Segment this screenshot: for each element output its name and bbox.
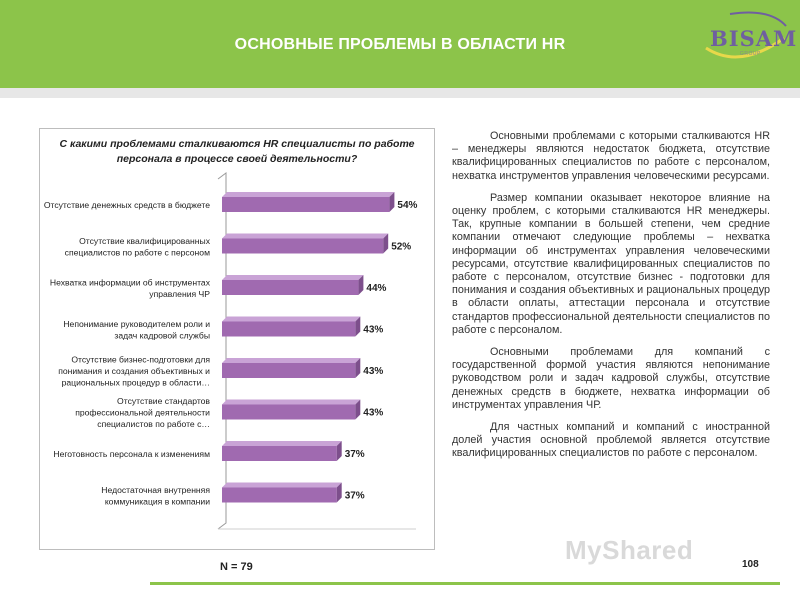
bar — [222, 197, 389, 212]
category-label: профессиональной деятельности — [75, 407, 210, 418]
category-label: специалистов по работе с… — [97, 419, 210, 429]
category-label: Нехватка информации об инструментах — [49, 277, 210, 288]
category-label: Неготовность персонала к изменениям — [53, 449, 210, 459]
bar — [222, 488, 337, 503]
bar-value-label: 43% — [363, 366, 384, 377]
header-divider — [0, 88, 800, 98]
bar — [222, 322, 355, 337]
watermark: MyShared — [565, 535, 694, 565]
bar-chart — [40, 129, 434, 549]
company-logo — [700, 8, 798, 72]
header-bar — [0, 0, 800, 88]
page-number: 108 — [742, 559, 759, 570]
bar — [222, 239, 383, 254]
chart-axis — [218, 173, 226, 529]
paragraph: Размер компании оказывает некоторое влияние на оценку проблем, с которыми сталкиваются HR менеджеры. Так, крупные компании в большей степени, чем средние компании отмечают следующие проблемы – нехватка информации об инструментах управления человеческими ресурсами, отсутствие квалифицированных специалистов по работе с персоналом, отсутствие бизнес - подготовки для понимания и создания объективных и рациональных процедур в области оплаты, аттестации персонала и отсутствие стандартов профессиональной деятельности специалистов по работе с персоналом. — [452, 191, 770, 336]
bar — [222, 363, 355, 378]
category-label: Отсутствие стандартов — [117, 396, 210, 406]
sample-size-label: N = 79 — [220, 561, 253, 573]
bar — [222, 446, 337, 461]
bar-top-face — [222, 192, 394, 197]
bar-top-face — [222, 234, 388, 239]
chart-title: С какими проблемами сталкиваются HR специалисты по работе персонала в процессе своей деятельности? — [59, 138, 415, 165]
paragraph: Для частных компаний и компаний с иностранной долей участия основной проблемой является отсутствие квалифицированных специалистов по работе с персоналом. — [452, 421, 770, 460]
bar — [222, 405, 355, 420]
bar-top-face — [222, 483, 342, 488]
bar-top-face — [222, 317, 360, 322]
category-label: управления ЧР — [149, 288, 210, 299]
slide-title: ОСНОВНЫЕ ПРОБЛЕМЫ В ОБЛАСТИ HR — [234, 36, 566, 53]
bar-value-label: 44% — [366, 283, 387, 294]
category-label: Отсутствие бизнес-подготовки для — [71, 354, 210, 365]
logo-text: BISAM — [710, 26, 798, 51]
category-label: специалистов по работе с персоном — [64, 247, 210, 258]
paragraph: Основными проблемами для компаний с государственной формой участия являются непонимание руководством роли и задач кадровой службы, отсутствие денежных средств в бюджете, нехватка информации об инструментах управления ЧР. — [452, 346, 770, 411]
text-column — [452, 130, 770, 470]
bar-top-face — [222, 441, 342, 446]
bar-value-label: 37% — [344, 449, 365, 460]
bar-top-face — [222, 400, 360, 405]
category-label: задач кадровой службы — [114, 330, 210, 341]
category-label: Недостаточная внутренняя — [101, 484, 210, 495]
category-label: понимания и создания объективных и — [58, 366, 210, 376]
bar-top-face — [222, 358, 360, 363]
category-label: Отсутствие денежных средств в бюджете — [43, 200, 210, 210]
bar-value-label: 43% — [363, 324, 384, 336]
category-label: Отсутствие квалифицированных — [79, 235, 210, 246]
bar — [222, 280, 358, 295]
bar-top-face — [222, 275, 363, 280]
footer-line — [150, 582, 780, 585]
bar-value-label: 54% — [397, 200, 418, 211]
chart-panel — [39, 128, 435, 550]
category-label: Непонимание руководителем роли и — [63, 318, 210, 329]
category-label: рациональных процедур в области… — [61, 377, 210, 388]
bar-value-label: 43% — [363, 407, 384, 419]
logo-subtext: GROUP — [740, 51, 761, 57]
paragraph: Основными проблемами с которыми сталкиваются HR – менеджеры являются недостаток бюджета, отсутствие квалифицированных специалистов по работе с персоналом, нехватка инструментов управления человеческими ресурсами. — [452, 130, 770, 182]
bar-value-label: 37% — [344, 490, 365, 502]
bar-value-label: 52% — [391, 241, 412, 253]
category-label: коммуникация в компании — [104, 496, 210, 507]
